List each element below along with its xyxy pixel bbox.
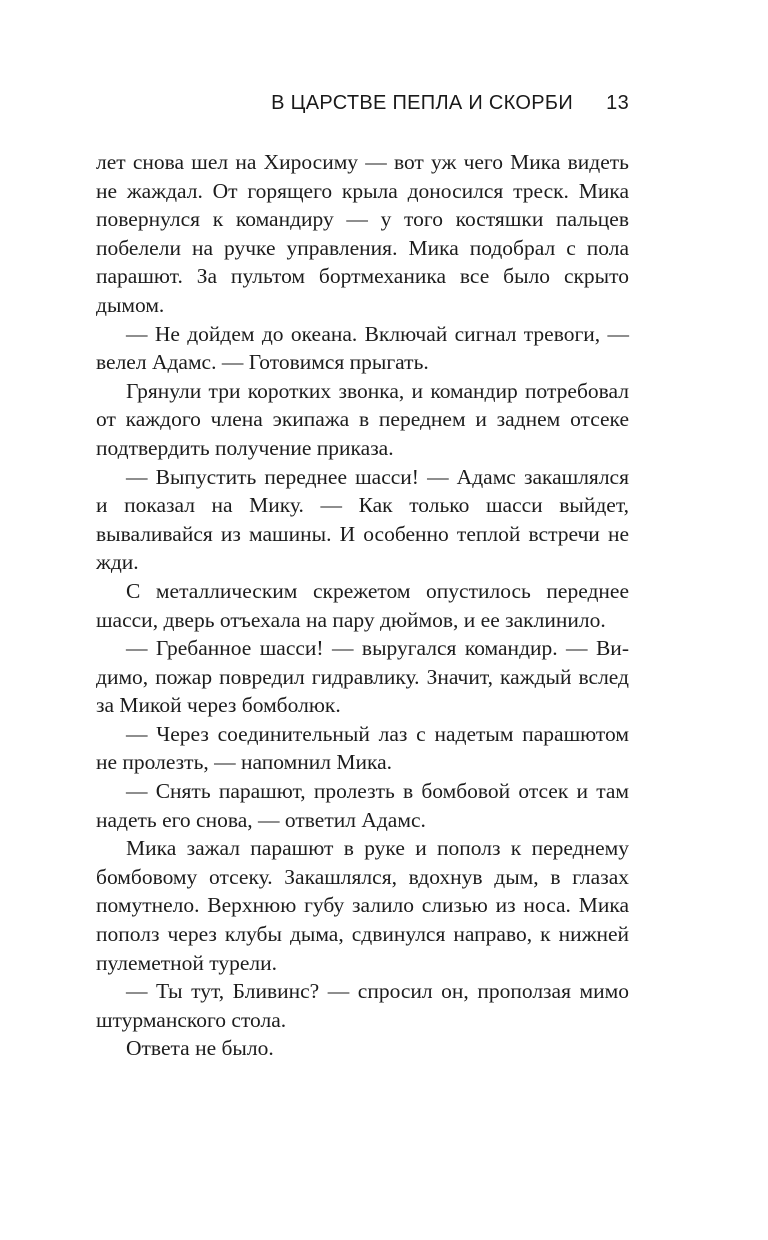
page-number: 13 [606,92,629,114]
paragraph-continued: лет снова шел на Хиросиму — вот уж чего Мика видеть не жаждал. От горящего крыла доносился треск. Мика повернулся к командиру — у того костяшки пальцев побелели на ручке управления. Мика подобрал с пола парашют. За пультом бортмеханика все было скрыто дымом. [96,150,629,317]
running-head [96,92,629,122]
paragraph: — Не дойдем до океана. Включай сигнал тревоги, — велел Адамс. — Готовимся прыгать. [96,321,629,375]
paragraph: Мика зажал парашют в руке и пополз к переднему бомбовому отсеку. Закашлялся, вдохнув дым, в глазах помутнело. Верхнюю губу залило слизью из носа. Мика пополз через клубы дыма, сдвинулся направо, к нижней пулеметной турели. [96,836,629,975]
paragraph: — Выпустить переднее шасси! — Адамс закашлялся и показал на Мику. — Как только шасси выйдет, вываливайся из машины. И особенно теплой встречи не жди. [96,464,629,575]
paragraph: Грянули три коротких звонка, и командир потребовал от каждого члена экипажа в переднем и заднем отсеке подтвердить получение приказа. [96,378,629,460]
running-head-title: В ЦАРСТВЕ ПЕПЛА И СКОРБИ [271,92,573,114]
paragraph: — Снять парашют, пролезть в бомбовой отсек и там надеть его снова, — ответил Адамс. [96,779,629,832]
paragraph: — Ты тут, Бливинс? — спросил он, проползая мимо штурманского стола. [96,979,629,1032]
paragraph: — Гребанное шасси! — выругался командир. — Видимо, пожар повредил гидравлику. Значит, каждый вслед за Микой через бомболюк. [96,636,629,718]
paragraph: Ответа не было. [126,1036,274,1061]
body-text [96,148,629,1063]
paragraph: — Через соединительный лаз с надетым парашютом не пролезть, — напомнил Мика. [96,721,629,775]
paragraph: С металлическим скрежетом опустилось переднее шасси, дверь отъехала на пару дюймов, и ее заклинило. [96,578,629,632]
